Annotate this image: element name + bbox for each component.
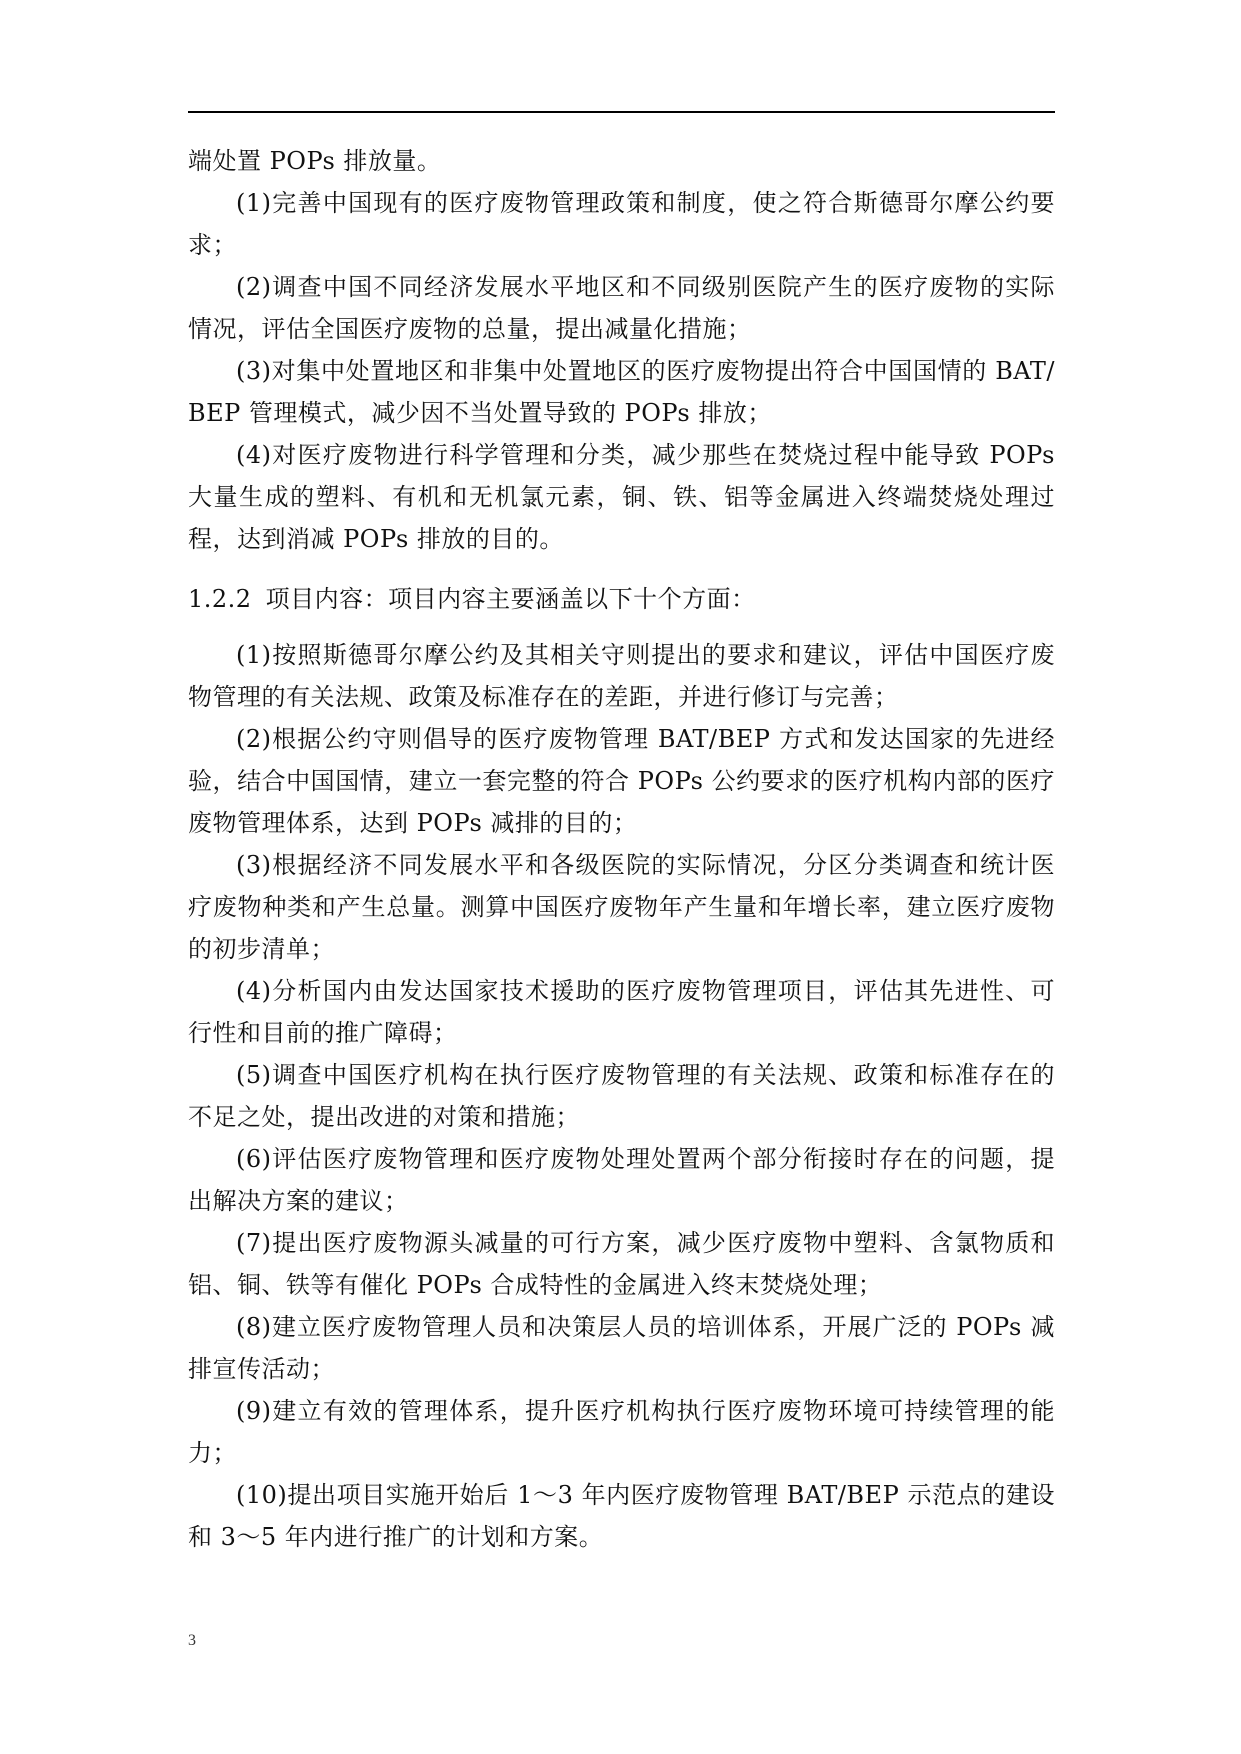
content-item-1: (1)按照斯德哥尔摩公约及其相关守则提出的要求和建议，评估中国医疗废物管理的有关法规、政策及标准存在的差距，并进行修订与完善； [188, 641, 1055, 711]
content-item-3: (3)根据经济不同发展水平和各级医院的实际情况，分区分类调查和统计医疗废物种类和产生总量。测算中国医疗废物年产生量和年增长率，建立医疗废物的初步清单； [188, 851, 1055, 963]
section-title: 项目内容：项目内容主要涵盖以下十个方面： [265, 585, 756, 613]
content-item-2: (2)根据公约守则倡导的医疗废物管理 BAT/BEP 方式和发达国家的先进经验，结合中国国情，建立一套完整的符合 POPs 公约要求的医疗机构内部的医疗废物管理体系，达到 POPs 减排的目的； [188, 725, 1055, 837]
page-number: 3 [188, 1632, 196, 1649]
content-item-7: (7)提出医疗废物源头减量的可行方案，减少医疗废物中塑料、含氯物质和铝、铜、铁等有催化 POPs 合成特性的金属进入终末焚烧处理； [188, 1229, 1055, 1299]
content-item-5: (5)调查中国医疗机构在执行医疗废物管理的有关法规、政策和标准存在的不足之处，提出改进的对策和措施； [188, 1061, 1055, 1131]
content-item-4: (4)分析国内由发达国家技术援助的医疗废物管理项目，评估其先进性、可行性和目前的推广障碍； [188, 977, 1055, 1047]
content-item-8: (8)建立医疗废物管理人员和决策层人员的培训体系，开展广泛的 POPs 减排宣传活动； [188, 1313, 1055, 1383]
document-body [188, 140, 1055, 1558]
section-number: 1.2.2 [188, 585, 252, 613]
section-heading [188, 578, 1055, 620]
objective-item-1: (1)完善中国现有的医疗废物管理政策和制度，使之符合斯德哥尔摩公约要求； [188, 189, 1055, 259]
content-item-10: (10)提出项目实施开始后 1～3 年内医疗废物管理 BAT/BEP 示范点的建设和 3～5 年内进行推广的计划和方案。 [188, 1481, 1055, 1551]
objective-item-4: (4)对医疗废物进行科学管理和分类，减少那些在焚烧过程中能导致 POPs 大量生成的塑料、有机和无机氯元素，铜、铁、铝等金属进入终端焚烧处理过程，达到消减 POPs 排放的目的。 [188, 441, 1055, 553]
objective-item-3: (3)对集中处置地区和非集中处置地区的医疗废物提出符合中国国情的 BAT/BEP 管理模式，减少因不当处置导致的 POPs 排放； [188, 357, 1055, 427]
header-rule [188, 111, 1055, 113]
continuation-paragraph: 端处置 POPs 排放量。 [188, 147, 442, 175]
content-item-9: (9)建立有效的管理体系，提升医疗机构执行医疗废物环境可持续管理的能力； [188, 1397, 1055, 1467]
objective-item-2: (2)调查中国不同经济发展水平地区和不同级别医院产生的医疗废物的实际情况，评估全国医疗废物的总量，提出减量化措施； [188, 273, 1055, 343]
content-item-6: (6)评估医疗废物管理和医疗废物处理处置两个部分衔接时存在的问题，提出解决方案的建议； [188, 1145, 1055, 1215]
